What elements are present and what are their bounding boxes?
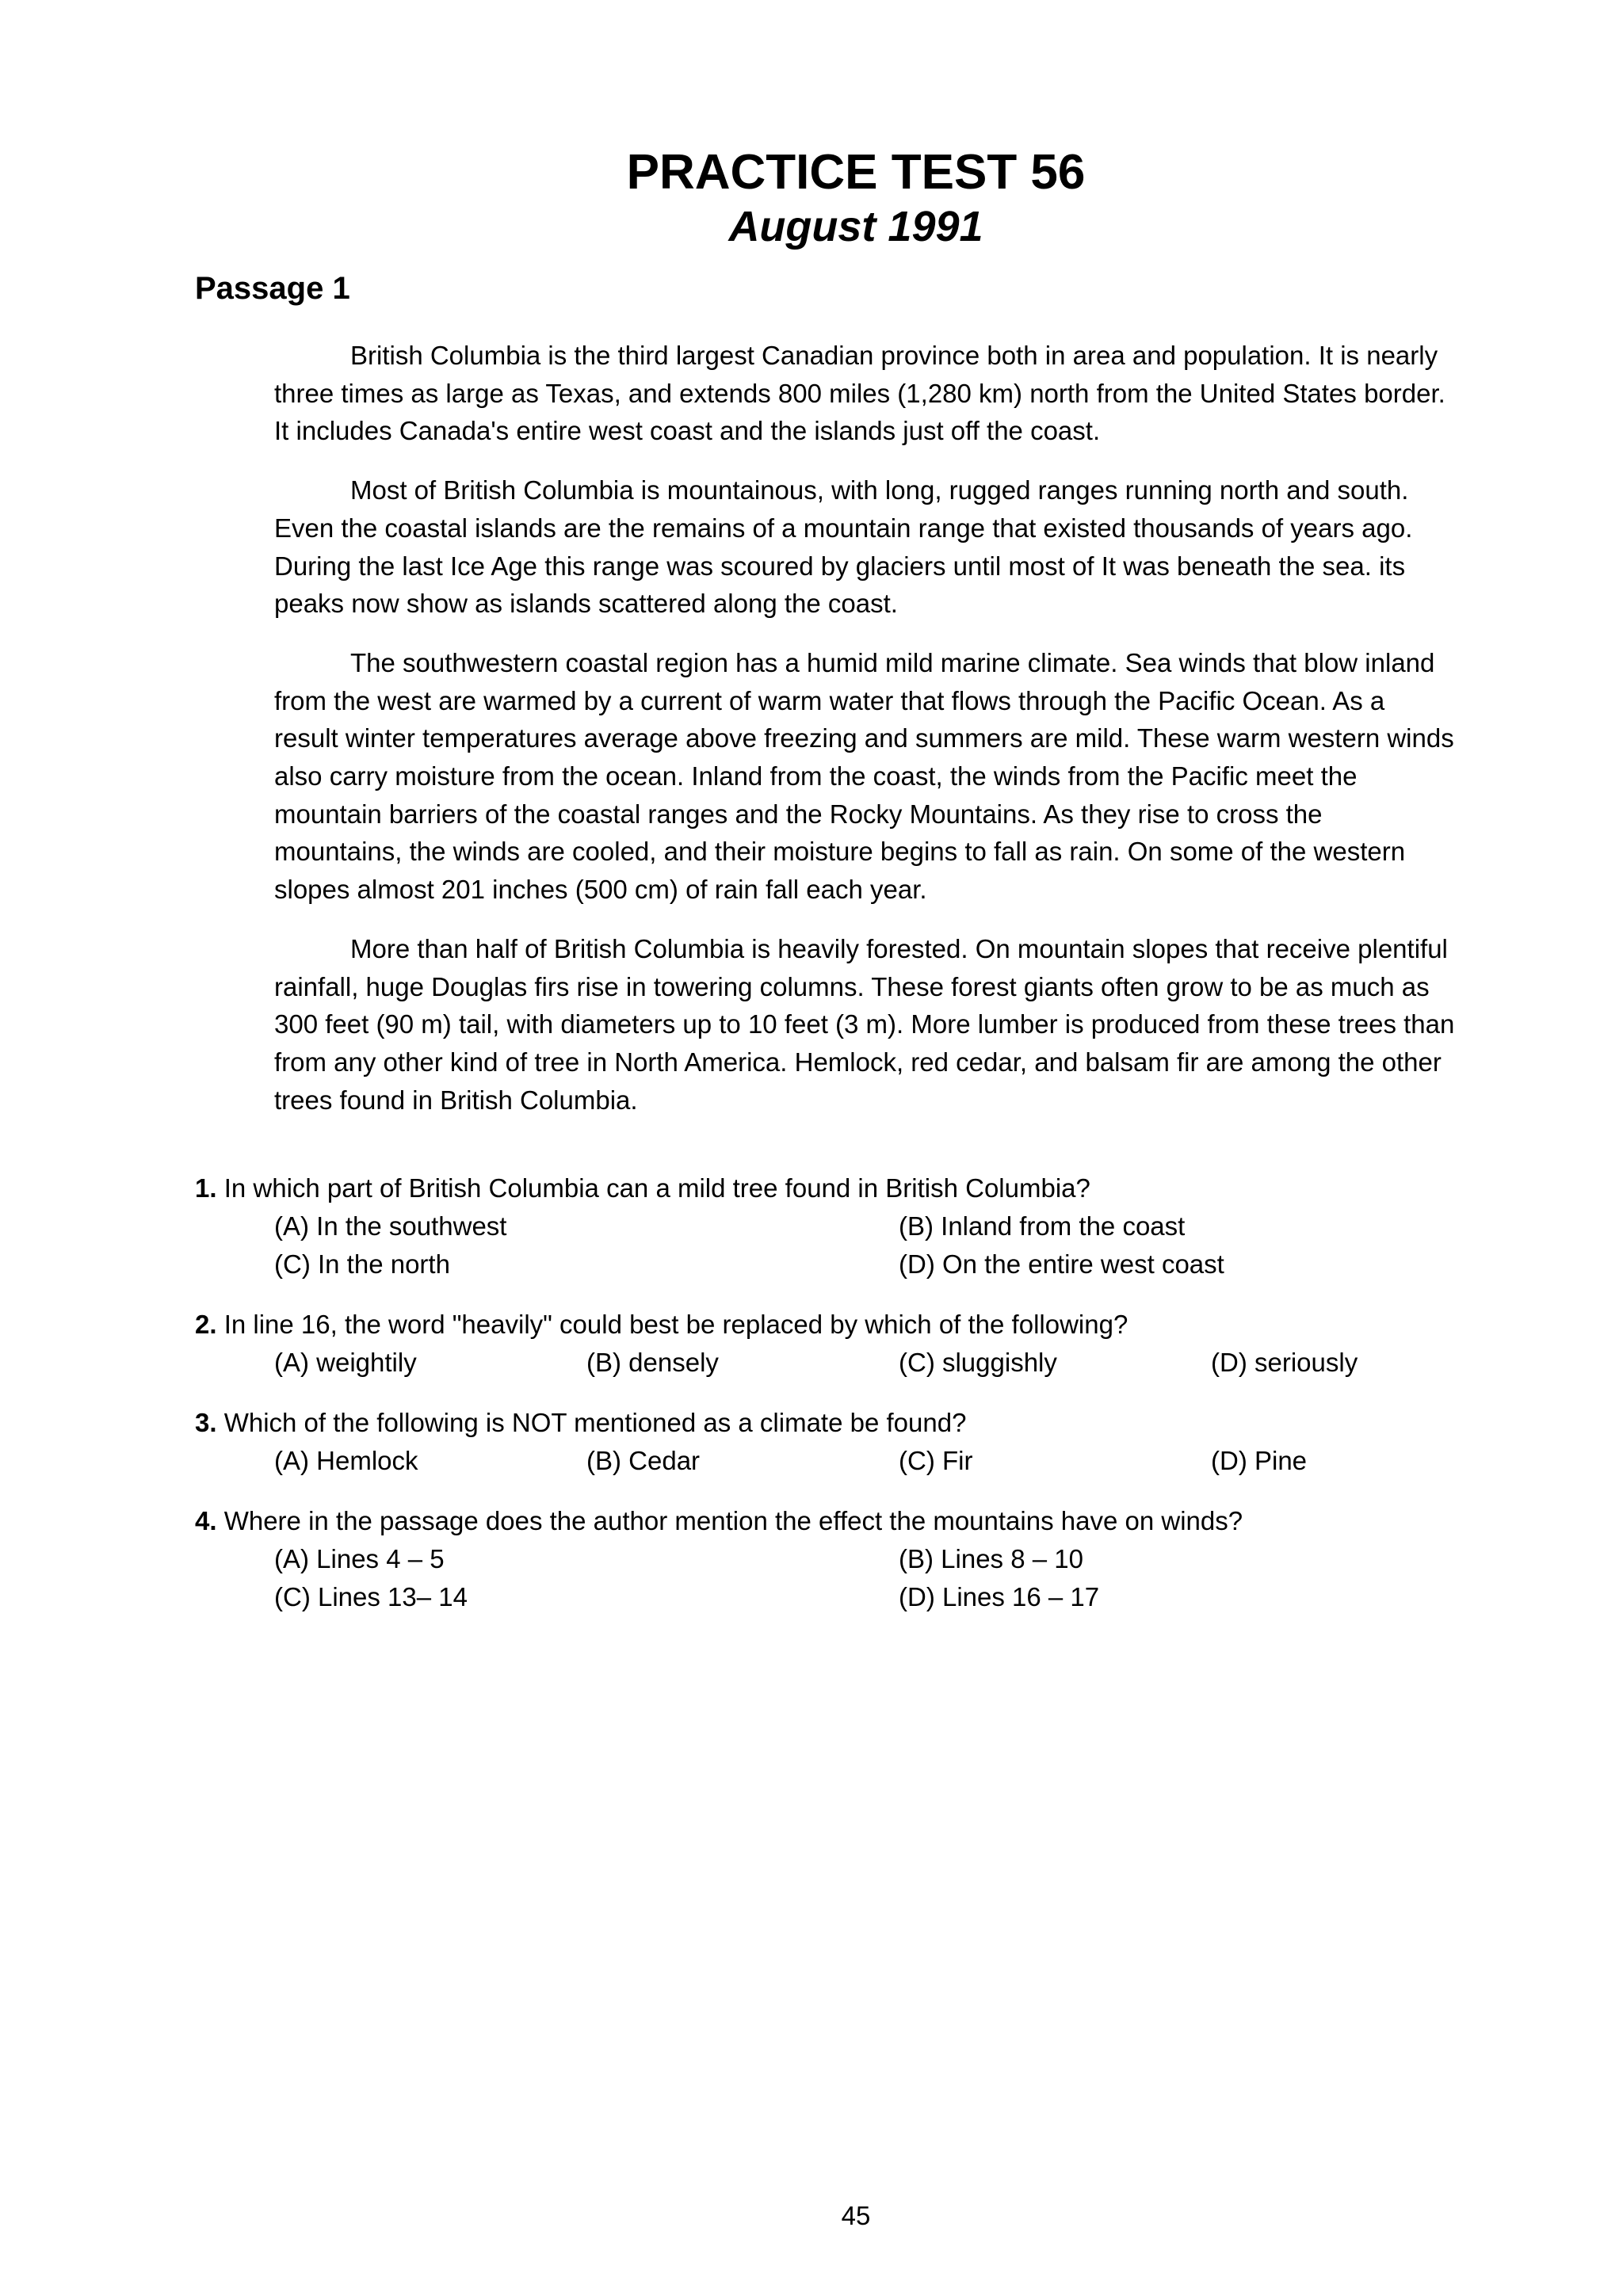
question-1-option-c: (C) In the north (274, 1249, 450, 1279)
page-subtitle: August 1991 (728, 203, 983, 250)
question-2-options (274, 1344, 1503, 1382)
question-3-option-a: (A) Hemlock (274, 1446, 418, 1475)
passage-body (274, 337, 1455, 1140)
question-4-option-c: (C) Lines 13– 14 (274, 1582, 468, 1611)
question-1-text: In which part of British Columbia can a mild tree found in British Columbia? (223, 1173, 1090, 1203)
question-3 (195, 1404, 1503, 1480)
question-4-stem (195, 1502, 1503, 1540)
passage-paragraph-4: More than half of British Columbia is heavily forested. On mountain slopes that receive plentiful rainfall, huge Douglas firs rise in towering columns. These forest giants often grow to be as much as 300 feet (90 m) tail, with diameters up to 10 feet (3 m). More lumber is produced from these trees than from any other kind of tree in North America. Hemlock, red cedar, and balsam fir are among the other trees found in British Columbia. (274, 933, 1455, 1115)
question-list (195, 1169, 1503, 1638)
passage-paragraph-3: The southwestern coastal region has a humid mild marine climate. Sea winds that blow inland from the west are warmed by a current of warm water that flows through the Pacific Ocean. As a result winter temperatures average above freezing and summers are mild. These warm western winds also carry moisture from the ocean. Inland from the coast, the winds from the Pacific meet the mountain barriers of the coastal ranges and the Rocky Mountains. As they rise to cross the mountains, the winds are cooled, and their moisture begins to fall as rain. On some of the western slopes almost 201 inches (500 cm) of rain fall each year. (274, 647, 1454, 905)
passage-paragraph-2: Most of British Columbia is mountainous, with long, rugged ranges running north and south. Even the coastal islands are the remains of a mountain range that existed thousands of years ago. During the last Ice Age this range was scoured by glaciers until most of It was beneath the sea. its peaks now show as islands scattered along the coast. (274, 475, 1413, 619)
question-4-option-a: (A) Lines 4 – 5 (274, 1544, 445, 1573)
question-4-option-d: (D) Lines 16 – 17 (899, 1582, 1100, 1611)
question-4-option-b: (B) Lines 8 – 10 (899, 1544, 1083, 1573)
question-4-options (274, 1540, 1503, 1616)
question-2-number: 2. (195, 1310, 217, 1339)
question-2-text: In line 16, the word "heavily" could best be replaced by which of the following? (223, 1310, 1128, 1339)
question-3-text: Which of the following is NOT mentioned as a climate be found? (223, 1408, 967, 1437)
question-1-number: 1. (195, 1173, 217, 1203)
question-2-option-c: (C) sluggishly (899, 1348, 1057, 1377)
passage-paragraph-1: British Columbia is the third largest Canadian province both in area and population. It is nearly three times as large as Texas, and extends 800 miles (1,280 km) north from the United States border. It includes Canada's entire west coast and the islands just off the coast. (274, 341, 1445, 446)
question-1-stem (195, 1169, 1503, 1207)
question-2-option-a: (A) weightily (274, 1348, 417, 1377)
question-3-number: 3. (195, 1408, 217, 1437)
question-4-text: Where in the passage does the author mention the effect the mountains have on winds? (223, 1506, 1243, 1535)
question-1-option-a: (A) In the southwest (274, 1211, 507, 1241)
question-3-option-d: (D) Pine (1211, 1446, 1308, 1475)
page-number: 45 (841, 2201, 871, 2230)
question-2-stem (195, 1306, 1503, 1344)
question-3-option-c: (C) Fir (899, 1446, 973, 1475)
question-1-option-d: (D) On the entire west coast (899, 1249, 1224, 1279)
question-3-options (274, 1442, 1503, 1480)
question-4 (195, 1502, 1503, 1616)
passage-heading: Passage 1 (195, 271, 350, 306)
question-1-options (274, 1207, 1503, 1283)
question-3-stem (195, 1404, 1503, 1442)
question-1-option-b: (B) Inland from the coast (899, 1211, 1186, 1241)
question-3-option-b: (B) Cedar (586, 1446, 701, 1475)
question-2-option-d: (D) seriously (1211, 1348, 1358, 1377)
page-title: PRACTICE TEST 56 (626, 145, 1086, 200)
question-2 (195, 1306, 1503, 1382)
question-2-option-b: (B) densely (586, 1348, 719, 1377)
question-1 (195, 1169, 1503, 1283)
question-4-number: 4. (195, 1506, 217, 1535)
